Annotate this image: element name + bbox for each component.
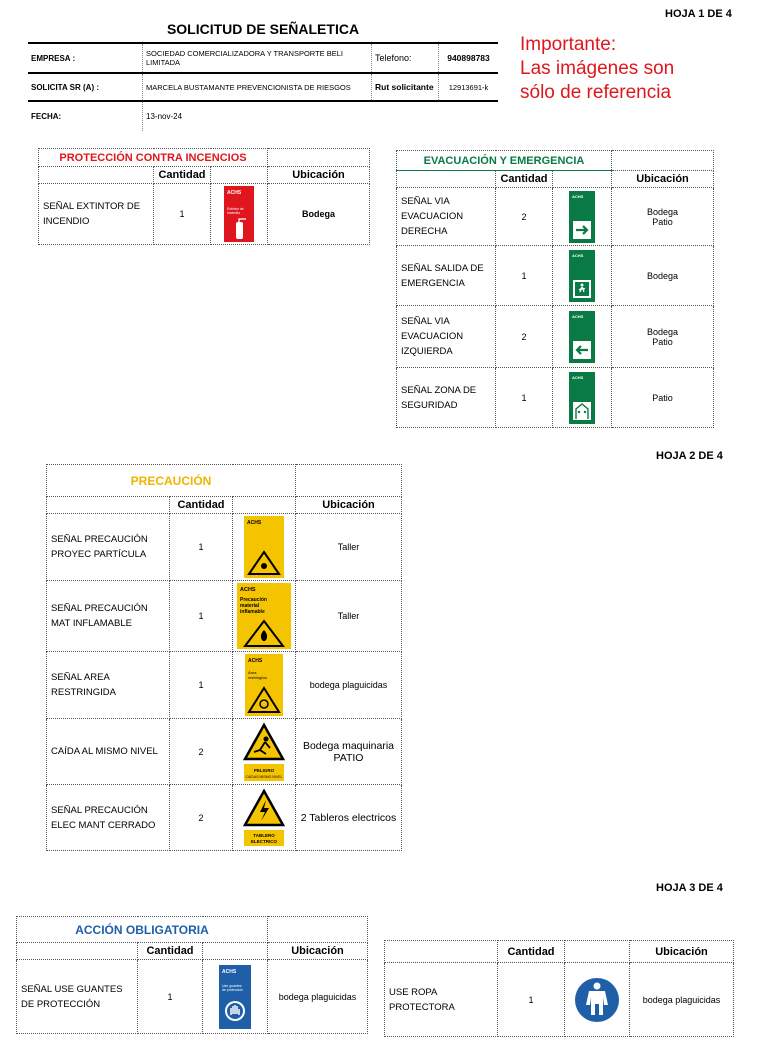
svg-text:ACHS: ACHS [572, 252, 584, 258]
telefono-value: 940898783 [439, 43, 499, 73]
sign-name: SEÑAL PRECAUCIÓN ELEC MANT CERRADO [47, 785, 170, 851]
sign-qty: 2 [496, 306, 553, 368]
section-title: EVACUACIÓN Y EMERGENCIA [397, 151, 612, 171]
svg-text:Use guantes: Use guantes [222, 983, 242, 988]
sign-qty: 1 [154, 184, 211, 245]
important-line2: Las imágenes son [520, 58, 675, 79]
sign-location: Bodega Patio [612, 188, 714, 246]
table-row [17, 960, 368, 1034]
important-line3: sólo de referencia [520, 82, 672, 103]
col-ubicacion: Ubicación [268, 943, 368, 960]
emergency-exit-sign-icon [569, 250, 595, 302]
col-cantidad: Cantidad [170, 497, 233, 514]
sign-name: SEÑAL SALIDA DE EMERGENCIA [397, 246, 496, 306]
form-title: SOLICITUD DE SEÑALETICA [28, 16, 498, 43]
sign-location: Taller [296, 514, 402, 581]
table-row [47, 719, 402, 785]
table-row [397, 246, 714, 306]
gloves-mandatory-sign-icon [219, 965, 251, 1029]
table-row [47, 785, 402, 851]
svg-text:PELIGRO: PELIGRO [253, 767, 275, 773]
important-note [520, 33, 674, 105]
sign-name: CAÍDA AL MISMO NIVEL [47, 719, 170, 785]
table-row [385, 963, 734, 1037]
sign-location: Bodega [268, 184, 370, 245]
sign-qty: 1 [498, 963, 565, 1037]
sign-qty: 1 [170, 652, 233, 719]
section-title: PRECAUCIÓN [47, 465, 296, 497]
sign-qty: 1 [496, 368, 553, 428]
svg-text:ACHS: ACHS [222, 968, 237, 975]
sign-name: SEÑAL AREA RESTRINGIDA [47, 652, 170, 719]
table-row [47, 652, 402, 719]
sign-location: Taller [296, 581, 402, 652]
table-row [47, 514, 402, 581]
svg-text:inflamable: inflamable [240, 609, 265, 615]
empresa-label: EMPRESA : [28, 43, 143, 73]
section-title: ACCIÓN OBLIGATORIA [17, 917, 268, 943]
solicita-value: MARCELA BUSTAMANTE PREVENCIONISTA DE RIESGOS [143, 73, 372, 101]
svg-text:ELECTRICO: ELECTRICO [250, 838, 278, 844]
table-row [47, 581, 402, 652]
sheet-label-1: HOJA 1 DE 4 [665, 8, 732, 20]
particle-caution-sign-icon [244, 516, 284, 578]
table-row [397, 306, 714, 368]
col-cantidad: Cantidad [138, 943, 203, 960]
section-fire-protection [38, 148, 370, 245]
col-ubicacion: Ubicación [268, 167, 370, 184]
section-mandatory-action [16, 916, 368, 1034]
svg-text:Área: Área [248, 670, 257, 675]
section-title: PROTECCIÓN CONTRA INCENCIOS [39, 149, 268, 167]
sign-location: bodega plaguicidas [268, 960, 368, 1034]
fecha-value: 13-nov-24 [143, 101, 372, 131]
solicita-label: SOLICITA SR (A) : [28, 73, 143, 101]
fecha-label: FECHA: [31, 112, 62, 121]
safety-zone-sign-icon [569, 372, 595, 424]
col-ubicacion: Ubicación [630, 941, 734, 963]
fire-extinguisher-sign-icon [224, 186, 254, 242]
important-line1: Importante: [520, 34, 617, 55]
sign-qty: 1 [170, 581, 233, 652]
table-row [397, 368, 714, 428]
exit-left-sign-icon [569, 311, 595, 363]
svg-text:ACHS: ACHS [572, 313, 584, 319]
svg-text:incendio: incendio [227, 211, 241, 215]
svg-text:ACHS: ACHS [248, 658, 263, 664]
sign-name: USE ROPA PROTECTORA [385, 963, 498, 1037]
svg-text:material: material [240, 603, 260, 609]
svg-text:restringida: restringida [248, 675, 267, 680]
empresa-value: SOCIEDAD COMERCIALIZADORA Y TRANSPORTE BELI LIMITADA [143, 43, 372, 73]
col-cantidad: Cantidad [154, 167, 211, 184]
col-ubicacion: Ubicación [296, 497, 402, 514]
sign-name: SEÑAL VIA EVACUACION DERECHA [397, 188, 496, 246]
svg-text:TABLERO: TABLERO [253, 832, 275, 838]
svg-text:ACHS: ACHS [227, 190, 242, 196]
section-evacuation [396, 150, 714, 428]
sign-location: Patio [612, 368, 714, 428]
slip-hazard-sign-icon [242, 722, 286, 782]
svg-text:CAIDAS MISMO NIVEL: CAIDAS MISMO NIVEL [245, 774, 283, 779]
sign-location: Bodega maquinaria PATIO [296, 719, 402, 785]
table-row [397, 188, 714, 246]
col-cantidad: Cantidad [498, 941, 565, 963]
restricted-area-sign-icon [245, 654, 283, 716]
exit-right-sign-icon [569, 191, 595, 243]
telefono-label: Telefono: [372, 43, 439, 73]
sign-qty: 1 [496, 246, 553, 306]
protective-clothing-sign-icon [574, 977, 620, 1023]
sign-qty: 2 [170, 785, 233, 851]
sign-location: Bodega Patio [612, 306, 714, 368]
sheet-label-3: HOJA 3 DE 4 [656, 882, 723, 894]
svg-text:ACHS: ACHS [247, 520, 262, 526]
sign-name: SEÑAL USE GUANTES DE PROTECCIÓN [17, 960, 138, 1034]
sign-qty: 1 [170, 514, 233, 581]
svg-text:Extintor de: Extintor de [227, 207, 244, 211]
flammable-caution-sign-icon [237, 583, 291, 649]
col-ubicacion: Ubicación [612, 171, 714, 188]
electrical-hazard-sign-icon [242, 788, 286, 848]
sheet-label-2: HOJA 2 DE 4 [656, 450, 723, 462]
section-caution [46, 464, 402, 851]
request-header [28, 16, 498, 131]
rut-value: 12913691-k [439, 73, 499, 101]
section-mandatory-action-2 [384, 940, 734, 1037]
col-cantidad: Cantidad [496, 171, 553, 188]
sign-location: Bodega [612, 246, 714, 306]
sign-name: SEÑAL PRECAUCIÓN PROYEC PARTÍCULA [47, 514, 170, 581]
sign-name: SEÑAL ZONA DE SEGURIDAD [397, 368, 496, 428]
sign-qty: 2 [170, 719, 233, 785]
sign-name: SEÑAL PRECAUCIÓN MAT INFLAMABLE [47, 581, 170, 652]
rut-label: Rut solicitante [372, 73, 439, 101]
svg-text:ACHS: ACHS [240, 587, 256, 593]
sign-name: SEÑAL VIA EVACUACION IZQUIERDA [397, 306, 496, 368]
svg-text:Precaución: Precaución [240, 597, 267, 603]
svg-text:ACHS: ACHS [572, 374, 584, 380]
sign-qty: 1 [138, 960, 203, 1034]
sign-qty: 2 [496, 188, 553, 246]
sign-name: SEÑAL EXTINTOR DE INCENDIO [39, 184, 154, 245]
table-row [39, 184, 370, 245]
svg-text:de protección: de protección [222, 987, 244, 992]
svg-text:ACHS: ACHS [572, 193, 584, 199]
sign-location: 2 Tableros electricos [296, 785, 402, 851]
sign-location: bodega plaguicidas [630, 963, 734, 1037]
sign-location: bodega plaguicidas [296, 652, 402, 719]
